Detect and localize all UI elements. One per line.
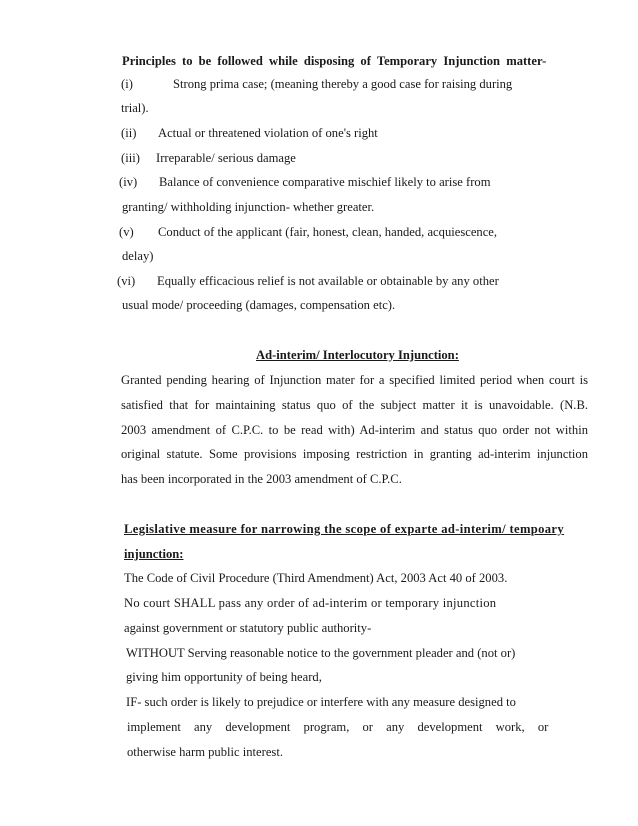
- item-text: Equally efficacious relief is not available or obtainable by any other: [157, 274, 499, 288]
- item-text: Conduct of the applicant (fair, honest, clean, handed, acquiescence,: [158, 225, 498, 239]
- paragraph-line: WITHOUT Serving reasonable notice to the government pleader and (not or): [126, 646, 516, 660]
- item-number: (i): [121, 77, 133, 91]
- item-continuation: granting/ withholding injunction- whether greater.: [122, 200, 375, 214]
- item-continuation: trial).: [121, 101, 149, 115]
- item-number: (ii): [121, 126, 137, 140]
- paragraph-line: against government or statutory public authority-: [124, 621, 372, 635]
- item-number: (v): [119, 225, 134, 239]
- list-item: [121, 125, 378, 141]
- item-text: Strong prima case; (meaning thereby a good case for raising during: [173, 77, 513, 91]
- paragraph-line: The Code of Civil Procedure (Third Amendment) Act, 2003 Act 40 of 2003.: [124, 571, 508, 585]
- paragraph-line: implement any development program, or any development work, or: [127, 720, 549, 734]
- item-text: Balance of convenience comparative mischief likely to arise from: [159, 175, 491, 189]
- item-number: (iv): [119, 175, 138, 189]
- list-item: [119, 224, 497, 240]
- paragraph-line: 2003 amendment of C.P.C. to be read with) Ad-interim and status quo order not within: [121, 423, 588, 437]
- legislative-heading: Legislative measure for narrowing the scope of exparte ad-interim/ tempoary: [124, 522, 565, 536]
- item-number: (iii): [121, 151, 140, 165]
- item-text: Irreparable/ serious damage: [156, 151, 296, 165]
- paragraph-line: original statute. Some provisions imposing restriction in granting ad-interim injunction: [121, 447, 588, 461]
- paragraph-line: IF- such order is likely to prejudice or interfere with any measure designed to: [126, 695, 516, 709]
- paragraph-line: No court SHALL pass any order of ad-interim or temporary injunction: [124, 596, 497, 610]
- item-number: (vi): [117, 274, 136, 288]
- list-item: [117, 273, 499, 289]
- list-item: [121, 76, 512, 92]
- list-item: [119, 174, 491, 190]
- principles-heading: Principles to be followed while disposing of Temporary Injunction matter-: [122, 54, 547, 68]
- paragraph-line: has been incorporated in the 2003 amendment of C.P.C.: [121, 472, 402, 486]
- list-item: [121, 150, 296, 166]
- item-continuation: usual mode/ proceeding (damages, compensation etc).: [122, 298, 396, 312]
- paragraph-line: satisfied that for maintaining status quo of the subject matter it is unavoidable. (N.B.: [121, 398, 588, 412]
- paragraph-line: Granted pending hearing of Injunction mater for a specified limited period when court is: [121, 373, 588, 387]
- adinterim-heading: Ad-interim/ Interlocutory Injunction:: [256, 348, 459, 362]
- item-continuation: delay): [122, 249, 154, 263]
- paragraph-line: giving him opportunity of being heard,: [126, 670, 322, 684]
- legislative-heading-cont: injunction:: [124, 547, 184, 561]
- paragraph-line: otherwise harm public interest.: [127, 745, 283, 759]
- item-text: Actual or threatened violation of one's right: [158, 126, 378, 140]
